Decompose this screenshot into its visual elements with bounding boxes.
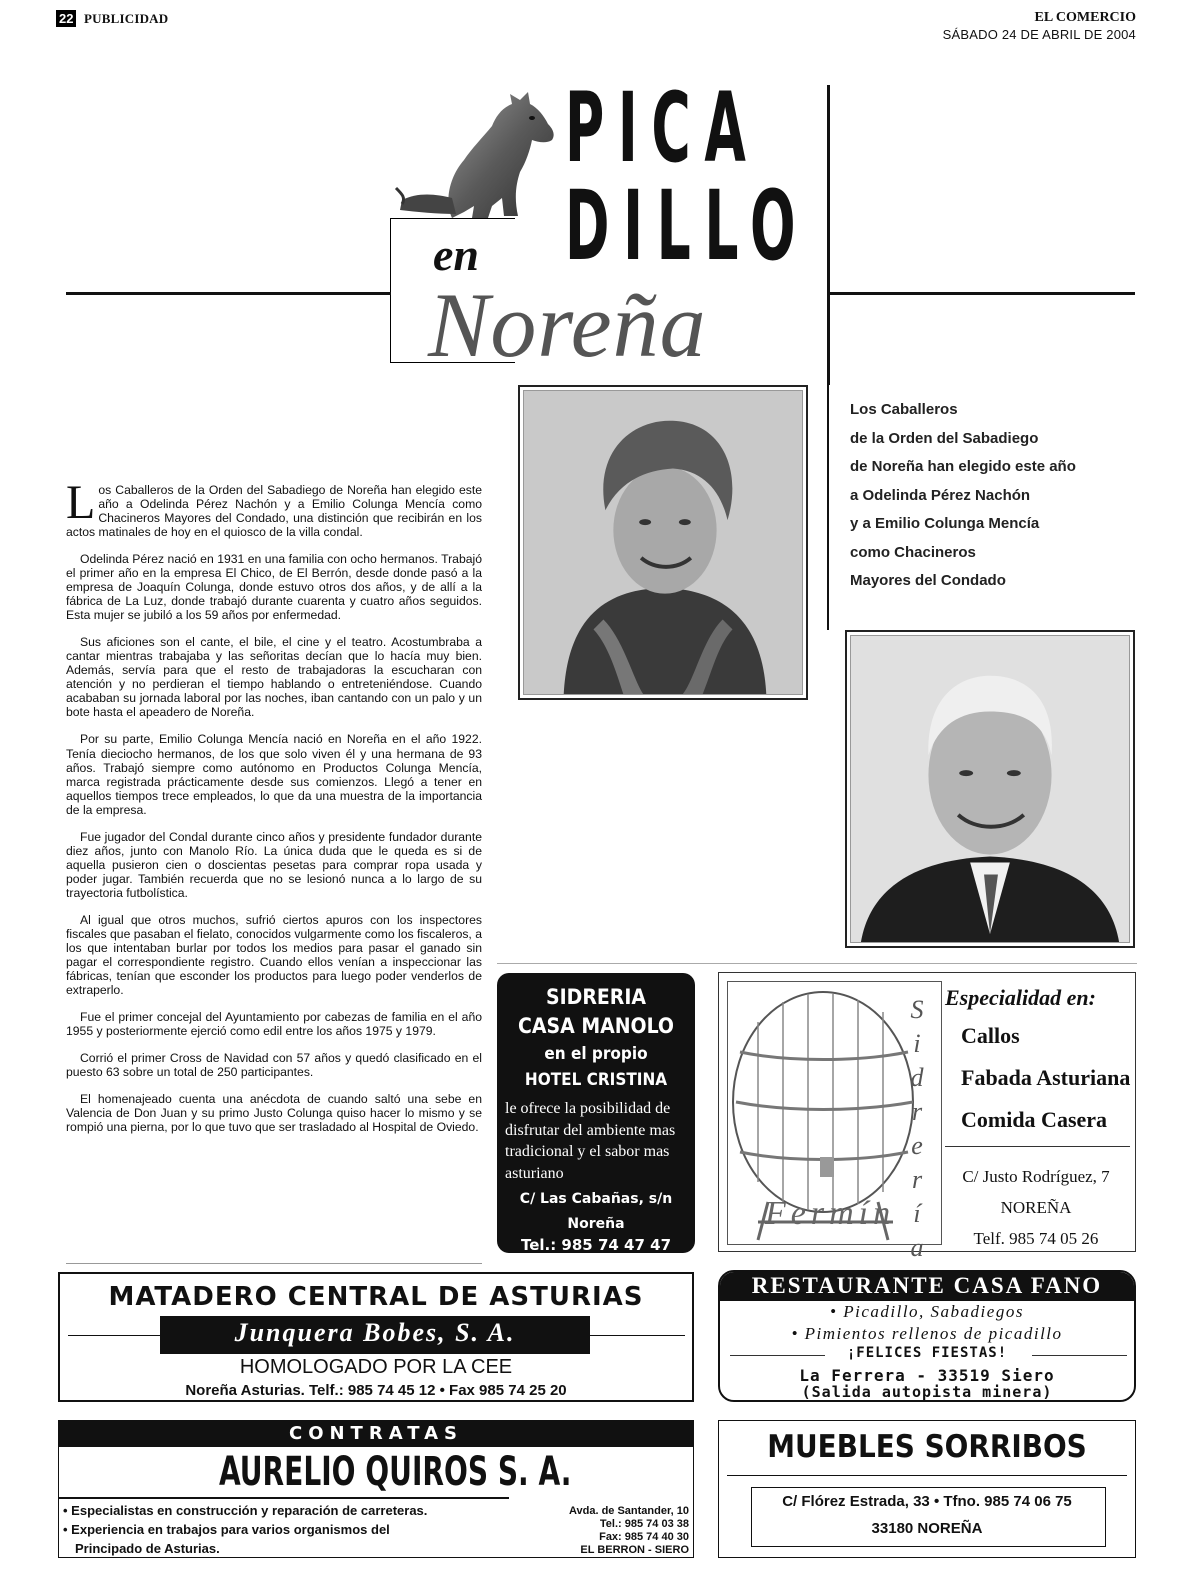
muebles-title: MUEBLES SORRIBOS (767, 1429, 1087, 1465)
caption-line: de Noreña han elegido este año (850, 458, 1076, 475)
muebles-city: 33180 NOREÑA (871, 1520, 983, 1537)
fano-item: • Pimientos rellenos de picadillo (791, 1324, 1063, 1343)
caption-line: Mayores del Condado (850, 572, 1006, 589)
contratas-address: Avda. de Santander, 10 (568, 1505, 689, 1517)
photo-caption (850, 396, 1140, 596)
caption-vertical-rule (827, 385, 829, 630)
contratas-bullet: • Especialistas en construcción y reparación de carreteras. (63, 1503, 428, 1518)
article-paragraph: Por su parte, Emilio Colunga Mencía nació en Noreña en el año 1922. Tenía dieciocho hermanos, de los que solo viven él y una hermana de 93 años. Trabajó siempre como autónomo en Productos Colunga Mencía, marca registrada prácticamente desde sus comienzos. Llegó a tener en aquellos tiempos trece empleados, lo que da una muestra de la importancia de la empresa. (66, 732, 482, 817)
matadero-cee: HOMOLOGADO POR LA CEE (239, 1356, 513, 1378)
fermin-divider (945, 1146, 1130, 1147)
fermin-phone: Telf. 985 74 05 26 (973, 1229, 1099, 1248)
article-paragraph: Sus aficiones son el cante, el bile, el cine y el teatro. Acostumbraba a cantar mientras trabajaba y las señoritas decían que lo hacía muy bien. Además, servía para que el resto de trabajadoras la escucharan con atención y no perdieran el tiempo hablando o entreteniéndose. Cuando acababan su jornada laboral por las noches, iban cantando con un palo y un bote hasta el apeadero de Noreña. (66, 635, 482, 720)
ad-sidreria-fermin (718, 972, 1136, 1262)
section-label: PUBLICIDAD (84, 11, 169, 26)
masthead-pica: PICA (565, 72, 760, 184)
matadero-rule-right (590, 1335, 685, 1336)
article-paragraph: Los Caballeros de la Orden del Sabadiego de Noreña han elegido este año a Odelinda Pérez Nachón y a Emilio Colunga Mencía como Chacineros Mayores del Condado, una distinción que recibirán en los actos matinales de hoy en el quiosco de la villa condal. (66, 476, 482, 540)
caption-line: como Chacineros (850, 543, 976, 561)
contratas-bullet: • Experiencia en trabajos para varios organismos del (63, 1522, 390, 1537)
contratas-fax: Fax: 985 74 40 30 (599, 1531, 689, 1543)
matadero-title: MATADERO CENTRAL DE ASTURIAS (108, 1282, 644, 1312)
article-paragraph: Corrió el primer Cross de Navidad con 57 años y quedó clasificado en el puesto 63 sobre un total de 250 participantes. (66, 1051, 482, 1080)
masthead-town: Noreña (428, 274, 707, 376)
issue-date: SÁBADO 24 DE ABRIL DE 2004 (942, 27, 1136, 42)
ad-muebles-sorribos (718, 1420, 1136, 1558)
contratas-rule (59, 1497, 509, 1499)
masthead-dillo: DILLO (565, 170, 810, 282)
caption-line: y a Emilio Colunga Mencía (850, 515, 1040, 532)
contratas-phone: Tel.: 985 74 03 38 (599, 1518, 689, 1530)
masthead-rule-right (827, 292, 1135, 295)
ad-contratas (58, 1420, 694, 1558)
article-paragraph: Al igual que otros muchos, sufrió ciertos apuros con los inspectores fiscales que pasaban el fielato, conocidos vulgarmente como los fiscaleros, a los que intentaban burlar por todos los medios para pasar el ganado sin pagar el correspondiente registro. Cuando ellos venían a inspeccionar las fábricas, tenían que esconder los productos para luego poder venderlos de extraperlo. (66, 912, 482, 997)
article-paragraph: Odelinda Pérez nació en 1931 en una familia con ocho hermanos. Trabajó el primer año en la empresa El Chico, de El Berrón, desde donde pasó a la empresa de Joaquín Colunga, donde estuvo otros dos años, y de allí a la fábrica de La Luz, donde trabajó durante cuarenta y cuatro años seguidos. Esta mujer se jubiló a los 59 años por enfermedad. (66, 552, 482, 623)
ad-casa-fano (718, 1270, 1136, 1402)
portrait-man-photo (845, 630, 1135, 948)
fano-address: La Ferrera - 33519 Siero (799, 1366, 1055, 1385)
portrait-man-image (851, 636, 1129, 942)
article-paragraph: Fue jugador del Condal durante cinco años y presidente fundador durante diez años, junto con Manolo Río. La única duda que le queda es si de aquella pusieron cien o doscientas pesetas para comprar ropa usada y poder jugar. También recuerda que no se lesionó nunca a lo largo de su trayectoria futbolística. (66, 829, 482, 900)
contratas-city: EL BERRON - SIERO (580, 1544, 689, 1556)
ads-top-rule (497, 963, 1137, 964)
fano-directions: (Salida autopista minera) (801, 1383, 1053, 1401)
matadero-contact: Noreña Asturias. Telf.: 985 74 45 12 • Fax 985 74 25 20 (185, 1382, 567, 1399)
ad-matadero (58, 1272, 694, 1402)
caption-line: Los Caballeros (850, 401, 958, 418)
article-paragraph: Fue el primer concejal del Ayuntamiento por cabezas de familia en el año 1955 y posteriormente ejerció como edil entre los años 1975 y 1979. (66, 1010, 482, 1039)
specialty-item: Callos (961, 1023, 1020, 1048)
specialty-item: Fabada Asturiana (961, 1065, 1131, 1090)
matadero-company: Junquera Bobes, S. A. (234, 1318, 516, 1347)
page-number: 22 (56, 10, 76, 27)
muebles-rule (727, 1475, 1127, 1476)
fermin-city: NOREÑA (1000, 1198, 1072, 1217)
fermin-name: Fermín (765, 1195, 896, 1232)
portrait-woman-image (524, 391, 802, 694)
caption-line: a Odelinda Pérez Nachón (850, 486, 1031, 504)
article-end-rule (66, 1263, 482, 1264)
pig-statue-image (392, 88, 562, 223)
fano-greeting: ¡FELICES FIESTAS! (846, 1345, 1008, 1361)
newspaper-name: EL COMERCIO (1034, 10, 1136, 25)
muebles-address: C/ Flórez Estrada, 33 • Tfno. 985 74 06 75 (782, 1493, 1072, 1510)
fermin-vertical-label: S i d r e r í a (910, 995, 924, 1262)
masthead-vertical-rule (827, 85, 830, 385)
article-body (66, 476, 482, 1147)
article-paragraph: El homenajeado cuenta una anécdota de cuando saltó una sebe en Valencia de Don Juan y su primo Justo Colunga quiso hacer lo mismo y se rompió una pierna, por lo que tuvo que ser trasladado al Hospital de Oviedo. (66, 1092, 482, 1135)
masthead-rule-left (66, 292, 391, 295)
contratas-title: CONTRATAS (288, 1423, 464, 1444)
matadero-rule-left (68, 1335, 160, 1336)
caption-line: de la Orden del Sabadiego (850, 429, 1039, 447)
fano-item: • Picadillo, Sabadiegos (830, 1302, 1024, 1321)
specialty-item: Comida Casera (961, 1107, 1108, 1132)
fano-rule-right (1032, 1355, 1127, 1356)
masthead-en: en (433, 229, 479, 280)
contratas-bullet-cont: Principado de Asturias. (75, 1541, 220, 1556)
contratas-company: AURELIO QUIROS S. A. (219, 1449, 572, 1495)
fermin-address: C/ Justo Rodríguez, 7 (962, 1167, 1110, 1186)
fano-title: RESTAURANTE CASA FANO (751, 1273, 1103, 1298)
ad-sidreria-casa-manolo: SIDRERIA CASA MANOLO en el propio HOTEL CRISTINA le ofrece la posibilidad de disfrutar del ambiente mas tradicional y el sabor mas asturiano C/ Las Cabañas, s/n Noreña Tel.: 985 74 47 47 (497, 973, 695, 1253)
specialty-heading: Especialidad en: (945, 985, 1096, 1010)
drop-cap: L (66, 476, 96, 529)
portrait-woman-photo (518, 385, 808, 700)
